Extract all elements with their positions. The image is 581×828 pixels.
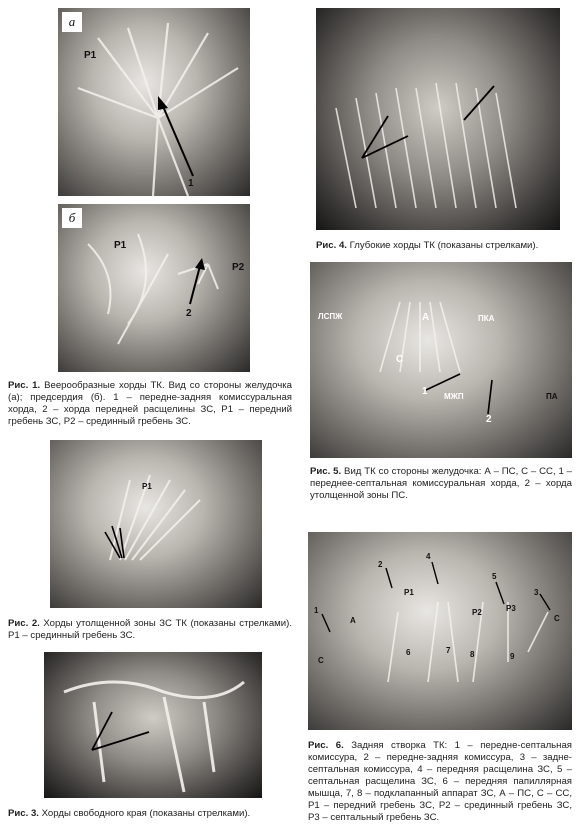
caption-label: Рис. 5. [310, 466, 342, 477]
label-4: 4 [426, 552, 431, 561]
label-p1: P1 [84, 50, 97, 61]
label-p1: P1 [114, 240, 127, 251]
chordae-drawing [310, 262, 572, 458]
label-5: 5 [492, 572, 497, 581]
label-c: С [396, 354, 404, 365]
label-1: 1 [314, 606, 319, 615]
figure-2-photo [50, 440, 262, 608]
chordae-drawing [50, 440, 262, 608]
figure-4-photo [316, 8, 560, 230]
figure-1b-photo [58, 204, 250, 372]
label-1: 1 [422, 386, 428, 397]
label-2: 2 [486, 414, 492, 425]
caption-label: Рис. 1. [8, 380, 41, 391]
label-2: 2 [186, 308, 192, 319]
label-2: 2 [378, 560, 383, 569]
figure-1-caption [8, 380, 292, 428]
chordae-drawing [44, 652, 262, 798]
chordae-drawing [58, 204, 250, 372]
chordae-drawing [308, 532, 572, 730]
figure-2-caption [8, 618, 292, 642]
label-pka: ПКА [478, 314, 495, 323]
label-p1: P1 [404, 588, 414, 597]
label-pa: ПА [546, 392, 558, 401]
label-3: 3 [534, 588, 539, 597]
figure-6-caption [308, 740, 572, 824]
label-mzhp: МЖП [444, 392, 464, 401]
caption-text: Хорды свободного края (показаны стрелками). [41, 808, 251, 819]
label-p1: P1 [142, 482, 152, 491]
label-6: 6 [406, 648, 411, 657]
label-p2: P2 [472, 608, 482, 617]
figure-5-caption [310, 466, 572, 502]
label-p3: P3 [506, 604, 516, 613]
figure-5-photo [310, 262, 572, 458]
label-c-right: C [554, 614, 560, 623]
figure-3-photo [44, 652, 262, 798]
figure-1a-photo [58, 8, 250, 196]
label-8: 8 [470, 650, 475, 659]
panel-letter-b: б [62, 208, 82, 228]
figure-6-photo [308, 532, 572, 730]
caption-label: Рис. 6. [308, 740, 344, 751]
caption-text: Глубокие хорды ТК (показаны стрелками). [349, 240, 539, 251]
panel-letter-a: а [62, 12, 82, 32]
label-1: 1 [188, 178, 194, 189]
caption-text: Задняя створка ТК: 1 – передне-септальная комиссура, 2 – передне-задняя комиссура, 3 – задне-септальная комиссура, 4 – передняя расщелина ЗС, 5 – септальная расщелина ЗС, 6 – передняя папиллярная мышца, 7, 8 – подклапанный аппарат ЗС, А – ПС, С – СС, Р1 – передний гребень ЗС, Р2 – срединный гребень ЗС, Р3 – септальный гребень ЗС. [308, 740, 573, 823]
caption-label: Рис. 3. [8, 808, 39, 819]
label-a: А [422, 312, 430, 323]
label-lspzh: ЛСПЖ [318, 312, 343, 321]
caption-text: Веерообразные хорды ТК. Вид со стороны желудочка (а); предсердия (б). 1 – передне-задняя комиссуральная хорда, 2 – хорда передней расщелины ЗС, Р1 – передний гребень ЗС, Р2 – срединный гребень ЗС. [8, 380, 293, 427]
chordae-drawing [316, 8, 560, 230]
label-c-left: C [318, 656, 324, 665]
caption-label: Рис. 4. [316, 240, 347, 251]
label-a: A [350, 616, 356, 625]
label-9: 9 [510, 652, 515, 661]
caption-text: Вид ТК со стороны желудочка: А – ПС, С – СС, 1 – переднее-септальная комиссуральная хорда, 2 – хорда утолщенной зоны ПС. [310, 466, 573, 501]
figure-4-caption [316, 240, 572, 252]
chordae-drawing [58, 8, 250, 196]
caption-text: Хорды утолщенной зоны ЗС ТК (показаны стрелками). Р1 – срединный гребень ЗС. [8, 618, 292, 641]
label-7: 7 [446, 646, 451, 655]
figure-3-caption [8, 808, 298, 820]
label-p2: P2 [232, 262, 245, 273]
caption-label: Рис. 2. [8, 618, 40, 629]
